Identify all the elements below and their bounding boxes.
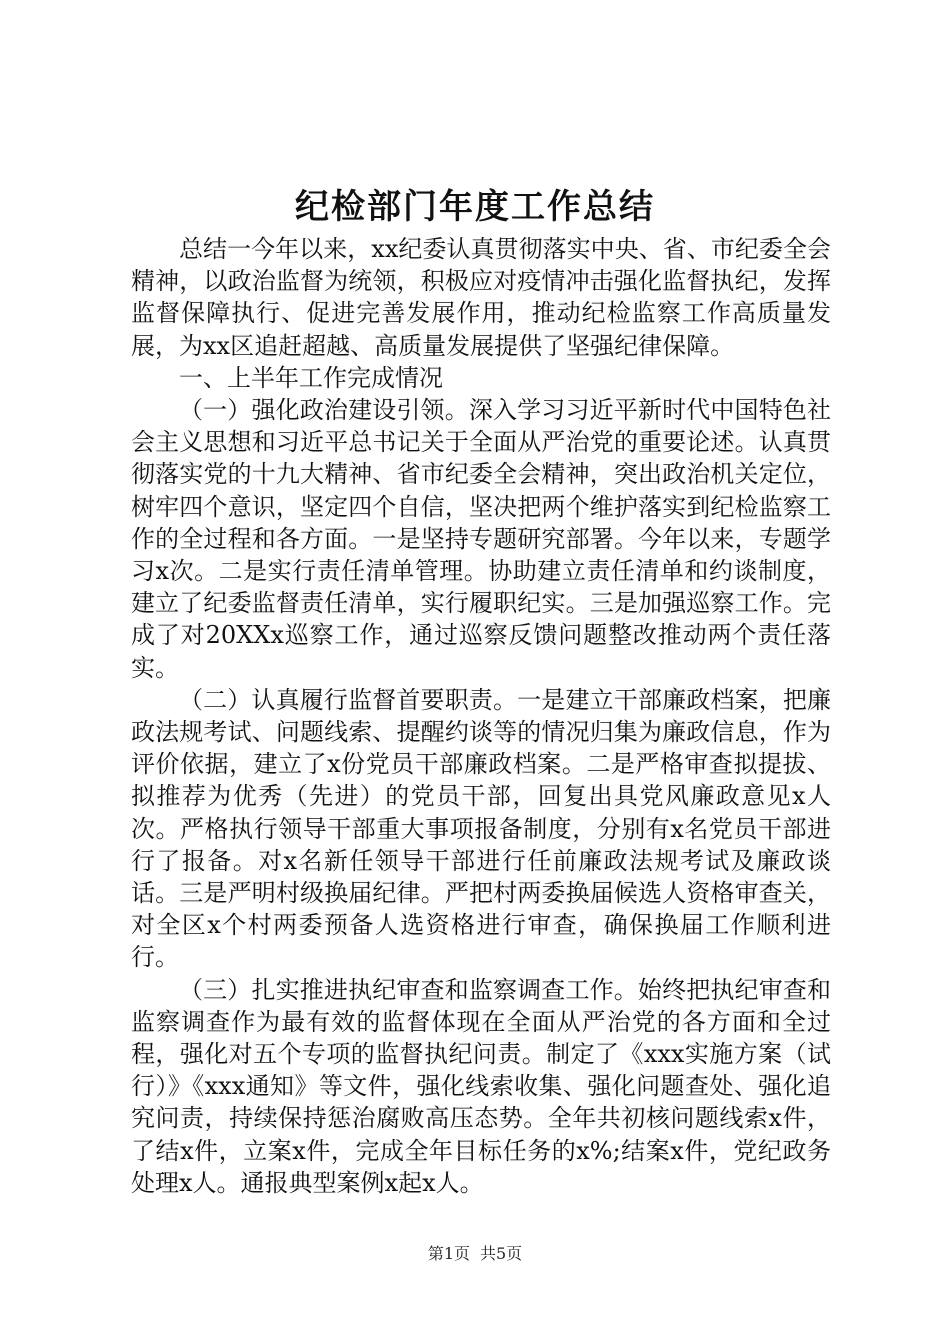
page-number: 第1页: [427, 1244, 470, 1263]
body-paragraph-1: （一）强化政治建设引领。深入学习习近平新时代中国特色社会主义思想和习近平总书记关于全面从严治党的重要论述。认真贯彻落实党的十九大精神、省市纪委全会精神，突出政治机关定位，树牢四个意识，坚定四个自信，坚决把两个维护落实到纪检监察工作的全过程和各方面。一是坚持专题研究部署。今年以来，专题学习x次。二是实行责任清单管理。协助建立责任清单和约谈制度，建立了纪委监督责任清单，实行履职纪实。三是加强巡察工作。完成了对20XXx巡察工作，通过巡察反馈问题整改推动两个责任落实。: [131, 396, 831, 682]
page-total: 共5页: [480, 1244, 523, 1263]
document-body: [131, 233, 831, 1199]
document-title: 纪检部门年度工作总结: [295, 187, 655, 227]
section-heading: 一、上半年工作完成情况: [179, 363, 443, 392]
body-paragraph-2: （二）认真履行监督首要职责。一是建立干部廉政档案，把廉政法规考试、问题线索、提醒约谈等的情况归集为廉政信息，作为评价依据，建立了x份党员干部廉政档案。二是严格审查拟提拔、拟推荐为优秀（先进）的党员干部，回复出具党风廉政意见x人次。严格执行领导干部重大事项报备制度，分别有x名党员干部进行了报备。对x名新任领导干部进行任前廉政法规考试及廉政谈话。三是严明村级换届纪律。严把村两委换届候选人资格审查关，对全区x个村两委预备人选资格进行审查，确保换届工作顺利进行。: [131, 685, 831, 972]
intro-paragraph: 总结一今年以来，xx纪委认真贯彻落实中央、省、市纪委全会精神，以政治监督为统领，积极应对疫情冲击强化监督执纪，发挥监督保障执行、促进完善发展作用，推动纪检监察工作高质量发展，为xx区追赶超越、高质量发展提供了坚强纪律保障。: [131, 235, 831, 360]
body-paragraph-3: （三）扎实推进执纪审查和监察调查工作。始终把执纪审查和监察调查作为最有效的监督体现在全面从严治党的各方面和全过程，强化对五个专项的监督执纪问责。制定了《xxx实施方案（试行）》《xxx通知》等文件，强化线索收集、强化问题查处、强化追究问责，持续保持惩治腐败高压态势。全年共初核问题线索x件，了结x件，立案x件，完成全年目标任务的x%;结案x件，党纪政务处理x人。通报典型案例x起x人。: [131, 975, 831, 1197]
page-footer: [0, 1243, 950, 1265]
